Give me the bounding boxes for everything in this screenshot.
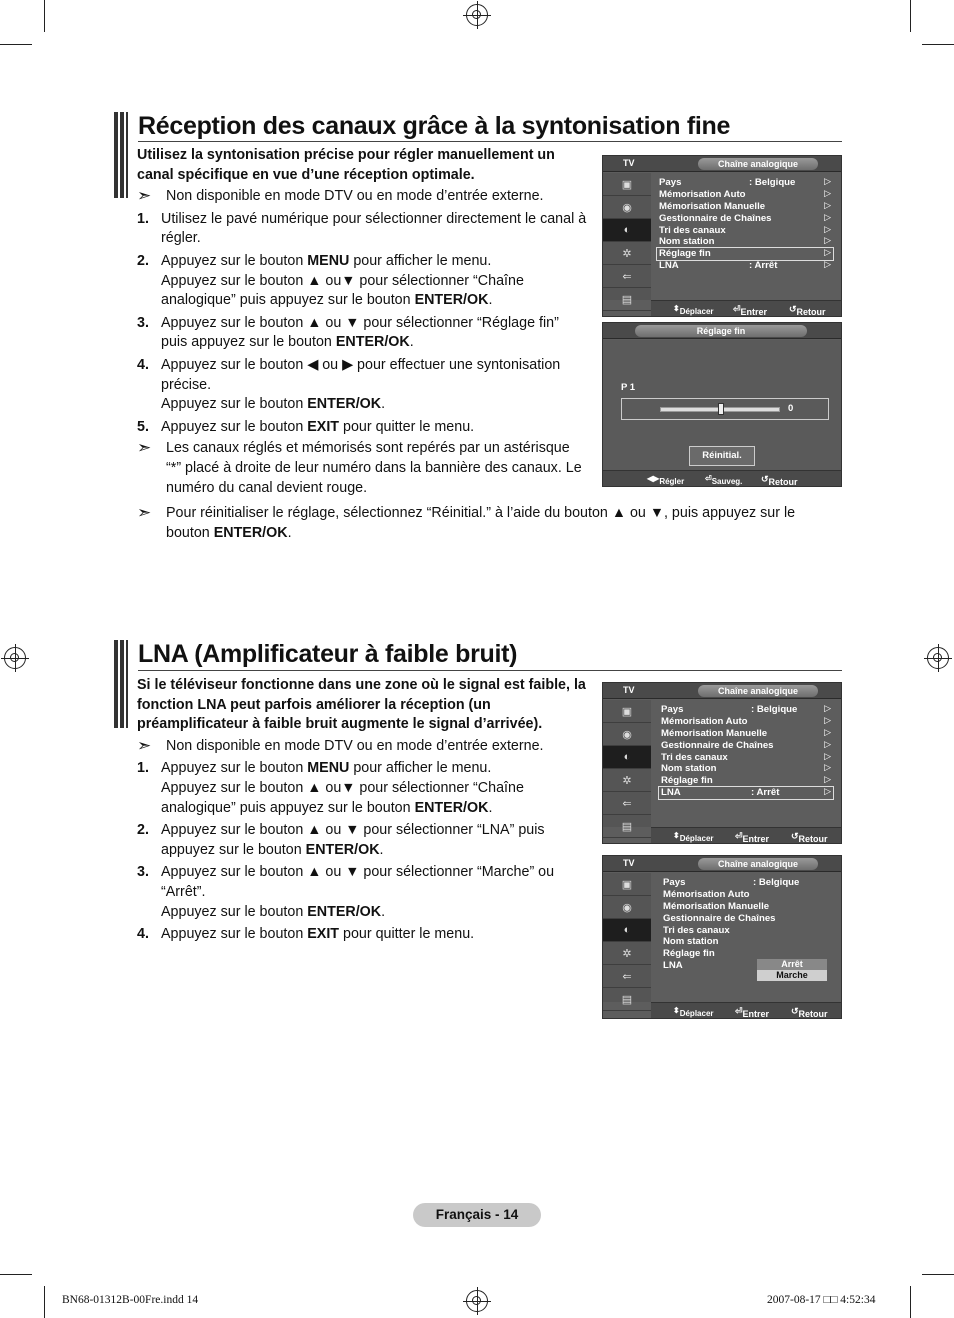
osd-move: ⬍ Déplacer [673, 831, 714, 843]
triangle-right-icon: ▷ [824, 750, 831, 761]
osd-row-label: LNA [659, 260, 679, 272]
step-text: Appuyez sur le bouton ▲ ou ▼ pour sélectionner “Réglage fin” puis appuyez sur le bouton [161, 314, 559, 351]
osd-save: ⏎ Sauveg. [705, 474, 743, 486]
osd-row-label: Mémorisation Manuelle [663, 900, 770, 912]
slider-value: 0 [788, 403, 794, 414]
osd-header [603, 683, 841, 699]
osd-row-label: Pays [663, 877, 686, 888]
osd-enter: ⏎ Entrer [735, 831, 770, 844]
crop-mark [922, 1274, 954, 1275]
note-reset [137, 504, 837, 543]
key-name: ENTER/OK [414, 799, 489, 816]
osd-adjust: ◀▶ Régler [647, 474, 685, 486]
osd-row-label: Tri des canaux [661, 751, 728, 763]
step-text: . [381, 396, 386, 413]
application-icon[interactable]: ▤ [603, 988, 651, 1011]
triangle-right-icon: ▷ [824, 223, 831, 234]
osd-enter-label: Entrer [740, 307, 768, 317]
osd-row-label: Réglage fin [661, 775, 713, 787]
sound-icon[interactable]: ◉ [603, 723, 651, 746]
osd-menu-list [659, 704, 833, 799]
registration-mark-icon [466, 4, 488, 26]
slider-thumb[interactable] [718, 403, 724, 415]
note [137, 737, 587, 757]
osd-row-value: : Arrêt [749, 260, 778, 272]
note-arrow-icon: ➣ [137, 503, 152, 522]
step-number: 4. [137, 356, 149, 373]
step-text: Appuyez sur le bouton [161, 760, 308, 777]
osd-lna-dropdown [602, 855, 842, 1019]
step-text: Appuyez sur le bouton ▲ ou▼ pour sélectionner “Chaîne analogique” puis appuyez sur le bouton [161, 272, 524, 309]
setup-icon[interactable]: ✲ [603, 942, 651, 965]
note-text: Non disponible en mode DTV ou en mode d’entrée externe. [166, 737, 544, 754]
note-text: Non disponible en mode DTV ou en mode d’entrée externe. [166, 188, 544, 205]
key-name: ENTER/OK [335, 334, 410, 351]
step-number: 3. [137, 864, 149, 881]
step-number: 4. [137, 926, 149, 943]
osd-row-lna[interactable] [657, 260, 833, 272]
osd-enter: ⏎ Entrer [733, 304, 768, 317]
note-text: Pour réinitialiser le réglage, sélectionnez “Réinitial.” à l’aide du bouton ▲ ou ▼, puis appuyez sur le bouton [166, 505, 796, 541]
osd-row-value: : Arrêt [751, 787, 780, 799]
step [137, 252, 587, 311]
dropdown-option-off[interactable]: Arrêt [757, 959, 827, 970]
step-text: Appuyez sur le bouton ▲ ou▼ pour sélectionner “Chaîne analogique” puis appuyez sur le bouton [161, 779, 524, 816]
step [137, 863, 587, 922]
triangle-right-icon: ▷ [824, 774, 831, 785]
key-name: ENTER/OK [305, 841, 380, 858]
osd-header [603, 156, 841, 172]
osd-tv-label: TV [623, 858, 635, 868]
osd-row-label: Gestionnaire de Chaînes [663, 912, 776, 924]
step [137, 210, 587, 249]
section1-text [137, 146, 587, 498]
input-icon[interactable]: ⇐ [603, 792, 651, 815]
triangle-right-icon: ▷ [824, 703, 831, 713]
setup-icon[interactable]: ✲ [603, 769, 651, 792]
osd-row-label: Mémorisation Auto [659, 188, 746, 200]
step-text: . [488, 292, 493, 309]
section-title: Réception des canaux grâce à la syntonisation fine [138, 112, 731, 140]
osd-footer [651, 1002, 841, 1018]
osd-row-label: LNA [663, 960, 683, 972]
note [137, 187, 587, 207]
osd-row-label: Tri des canaux [659, 224, 726, 236]
osd-header [603, 856, 841, 872]
section-bar [114, 112, 128, 198]
triangle-right-icon: ▷ [824, 187, 831, 198]
sound-icon[interactable]: ◉ [603, 196, 651, 219]
osd-row[interactable] [657, 189, 833, 201]
osd-header [603, 323, 841, 339]
input-icon[interactable]: ⇐ [603, 965, 651, 988]
osd-row-label: Nom station [663, 936, 719, 948]
step-text: Appuyez sur le bouton [161, 396, 308, 413]
title-rule [138, 141, 842, 142]
osd-sidebar [603, 173, 651, 306]
step [137, 314, 587, 353]
osd-sidebar [603, 873, 651, 1006]
crop-mark [44, 1286, 45, 1318]
osd-row-label: Gestionnaire de Chaînes [661, 739, 774, 751]
osd-back: ↺ Retour [791, 831, 828, 844]
step-text: pour quitter le menu. [339, 926, 475, 943]
osd-footer [603, 470, 841, 486]
triangle-right-icon: ▷ [824, 714, 831, 725]
input-icon[interactable]: ⇐ [603, 265, 651, 288]
registration-mark-icon [927, 647, 949, 669]
crop-mark [910, 0, 911, 32]
registration-mark-icon [466, 1290, 488, 1312]
channel-icon[interactable]: ◐ [603, 746, 651, 769]
triangle-right-icon: ▷ [824, 176, 831, 186]
step-text: Appuyez sur le bouton [161, 903, 308, 920]
section-title: LNA (Amplificateur à faible bruit) [138, 640, 518, 668]
key-name: ENTER/OK [307, 903, 382, 920]
osd-channel-menu [602, 155, 842, 317]
osd-row[interactable] [657, 213, 833, 225]
channel-label: P 1 [621, 382, 636, 393]
osd-row-value: : Belgique [749, 177, 796, 188]
osd-fine-tune [602, 322, 842, 487]
crop-mark [910, 1286, 911, 1318]
osd-row-label: Réglage fin [663, 948, 715, 960]
osd-back: ↺ Retour [761, 474, 798, 487]
osd-row-label: Mémorisation Manuelle [661, 727, 768, 739]
fine-tune-slider[interactable] [621, 398, 829, 420]
osd-row-label: Pays [659, 177, 682, 188]
crop-mark [0, 44, 32, 45]
application-icon[interactable]: ▤ [603, 288, 651, 311]
osd-row[interactable] [657, 225, 833, 237]
picture-icon[interactable]: ▣ [603, 700, 651, 723]
channel-icon[interactable]: ◐ [603, 219, 651, 242]
osd-row-lna-selected[interactable] [659, 787, 833, 799]
osd-row[interactable] [661, 889, 833, 901]
osd-row-label: LNA [661, 787, 681, 799]
step-text: Appuyez sur le bouton ▲ ou ▼ pour sélectionner “LNA” puis appuyez sur le bouton [161, 822, 545, 858]
title-rule [138, 670, 842, 671]
step-text: . [381, 903, 386, 920]
osd-menu-list [661, 877, 833, 980]
step [137, 821, 587, 860]
osd-row-label: Nom station [659, 236, 715, 248]
triangle-right-icon: ▷ [824, 199, 831, 210]
page-number-badge: Français - 14 [413, 1203, 541, 1227]
triangle-right-icon: ▷ [824, 786, 831, 797]
triangle-right-icon: ▷ [824, 726, 831, 737]
osd-menu-list [657, 177, 833, 272]
osd-row-label: Tri des canaux [663, 924, 730, 936]
note-arrow-icon: ➣ [137, 186, 152, 206]
step-number: 2. [137, 822, 149, 839]
osd-row-value: : Belgique [753, 877, 800, 888]
osd-row[interactable] [657, 201, 833, 213]
key-name: EXIT [307, 926, 340, 943]
osd-row-pays[interactable] [661, 877, 833, 889]
osd-row-value: : Belgique [751, 704, 798, 715]
step [137, 925, 587, 945]
step [137, 356, 587, 415]
osd-row-label: Mémorisation Manuelle [659, 200, 766, 212]
file-slug: BN68-01312B-00Fre.indd 14 [62, 1294, 199, 1306]
key-name: MENU [307, 760, 350, 777]
note-arrow-icon: ➣ [137, 438, 152, 458]
osd-row[interactable] [659, 728, 833, 740]
triangle-right-icon: ▷ [824, 235, 831, 246]
osd-move: ⬍ Déplacer [673, 1006, 714, 1018]
osd-row[interactable] [657, 236, 833, 248]
osd-title: Réglage fin [635, 325, 807, 337]
triangle-right-icon: ▷ [824, 247, 831, 258]
osd-enter: ⏎ Entrer [735, 1006, 770, 1019]
crop-mark [922, 44, 954, 45]
crop-mark [0, 1274, 32, 1275]
osd-row[interactable] [659, 763, 833, 775]
osd-row[interactable] [661, 901, 833, 913]
osd-back-label: Retour [798, 834, 828, 844]
step-text: Appuyez sur le bouton [161, 926, 308, 943]
osd-row[interactable] [659, 775, 833, 787]
application-icon[interactable]: ▤ [603, 815, 651, 838]
step-text: Appuyez sur le bouton [161, 252, 308, 269]
crop-mark [44, 0, 45, 32]
note [137, 439, 587, 498]
step-text: pour afficher le menu. [349, 252, 492, 269]
osd-title: Chaîne analogique [698, 858, 818, 870]
step-number: 3. [137, 314, 149, 331]
osd-back-label: Retour [796, 307, 826, 317]
osd-row-label: Nom station [661, 763, 717, 775]
step-text: pour afficher le menu. [349, 760, 492, 777]
key-name: EXIT [307, 418, 340, 435]
osd-save-label: Sauveg. [711, 477, 743, 486]
lna-dropdown[interactable] [757, 959, 827, 981]
osd-row[interactable] [661, 925, 833, 937]
step-text: Appuyez sur le bouton [161, 418, 308, 435]
channel-icon[interactable]: ◐ [603, 919, 651, 942]
section2-text [137, 676, 587, 945]
triangle-right-icon: ▷ [824, 211, 831, 222]
key-name: ENTER/OK [213, 524, 288, 541]
osd-enter-label: Entrer [742, 1009, 770, 1019]
osd-footer [651, 300, 841, 316]
reset-button[interactable]: Réinitial. [689, 446, 755, 466]
osd-row-label: Gestionnaire de Chaînes [659, 212, 772, 224]
triangle-right-icon: ▷ [824, 259, 831, 270]
intro-text: Si le téléviseur fonctionne dans une zone où le signal est faible, la fonction LNA peut parfois améliorer la réception (un préamplificateur à faible bruit augmente le signal d’arrivée). [137, 677, 586, 733]
step-text: Appuyez sur le bouton ◀ ou ▶ pour effectuer une syntonisation précise. [161, 356, 561, 393]
osd-row[interactable] [659, 716, 833, 728]
osd-move: ⬍ Déplacer [673, 304, 714, 316]
osd-move-label: Déplacer [679, 1009, 714, 1018]
triangle-right-icon: ▷ [824, 762, 831, 773]
key-name: ENTER/OK [414, 292, 489, 309]
osd-row-pays[interactable] [657, 177, 833, 189]
osd-back: ↺ Retour [789, 304, 826, 317]
osd-row-label: Mémorisation Auto [663, 888, 750, 900]
osd-row[interactable] [661, 936, 833, 948]
osd-move-label: Déplacer [679, 307, 714, 316]
intro-text: Utilisez la syntonisation précise pour régler manuellement un canal spécifique en vue d’une réception optimale. [137, 147, 555, 183]
step-text: Utilisez le pavé numérique pour sélectionner directement le canal à régler. [161, 210, 587, 247]
registration-mark-icon [4, 647, 26, 669]
note-arrow-icon: ➣ [137, 735, 152, 755]
note-text: . [287, 524, 292, 541]
key-name: MENU [307, 252, 350, 269]
osd-footer [651, 827, 841, 843]
osd-move-label: Déplacer [679, 834, 714, 843]
step-text: pour quitter le menu. [339, 418, 475, 435]
step [137, 759, 587, 818]
step-text: . [409, 334, 414, 351]
section-bar [114, 640, 128, 728]
osd-row-pays[interactable] [659, 704, 833, 716]
osd-row[interactable] [661, 913, 833, 925]
picture-icon[interactable]: ▣ [603, 173, 651, 196]
step [137, 418, 587, 438]
osd-row[interactable] [659, 740, 833, 752]
osd-sidebar [603, 700, 651, 833]
osd-tv-label: TV [623, 158, 635, 168]
osd-channel-menu-lna [602, 682, 842, 844]
step-text: Appuyez sur le bouton ▲ ou ▼ pour sélectionner “Marche” ou “Arrêt”. [161, 864, 555, 900]
osd-row-label: Mémorisation Auto [661, 715, 748, 727]
dropdown-option-on[interactable]: Marche [757, 970, 827, 981]
osd-row-label: Pays [661, 704, 684, 715]
fine-tune-body [603, 340, 841, 470]
step-number: 1. [137, 760, 149, 777]
osd-back: ↺ Retour [791, 1006, 828, 1019]
setup-icon[interactable]: ✲ [603, 242, 651, 265]
osd-enter-label: Entrer [742, 834, 770, 844]
osd-title: Chaîne analogique [698, 158, 818, 170]
step-number: 1. [137, 210, 149, 227]
step-text: . [379, 841, 384, 858]
osd-back-label: Retour [798, 1009, 828, 1019]
picture-icon[interactable]: ▣ [603, 873, 651, 896]
note-text: Les canaux réglés et mémorisés sont repérés par un astérisque “*” placé à droite de leur numéro dans la bannière des canaux. Le numéro du canal devient rouge. [166, 440, 582, 496]
osd-row[interactable] [659, 752, 833, 764]
step-text: . [488, 799, 493, 816]
sound-icon[interactable]: ◉ [603, 896, 651, 919]
triangle-right-icon: ▷ [824, 738, 831, 749]
osd-row-label: Réglage fin [659, 248, 711, 260]
osd-row-selected[interactable] [657, 248, 833, 260]
osd-back-label: Retour [768, 477, 798, 487]
osd-tv-label: TV [623, 685, 635, 695]
osd-adjust-label: Régler [659, 477, 685, 486]
step-number: 2. [137, 252, 149, 269]
step-number: 5. [137, 418, 149, 435]
print-timestamp: 2007-08-17 □□ 4:52:34 [767, 1294, 876, 1306]
osd-title: Chaîne analogique [698, 685, 818, 697]
key-name: ENTER/OK [307, 396, 382, 413]
